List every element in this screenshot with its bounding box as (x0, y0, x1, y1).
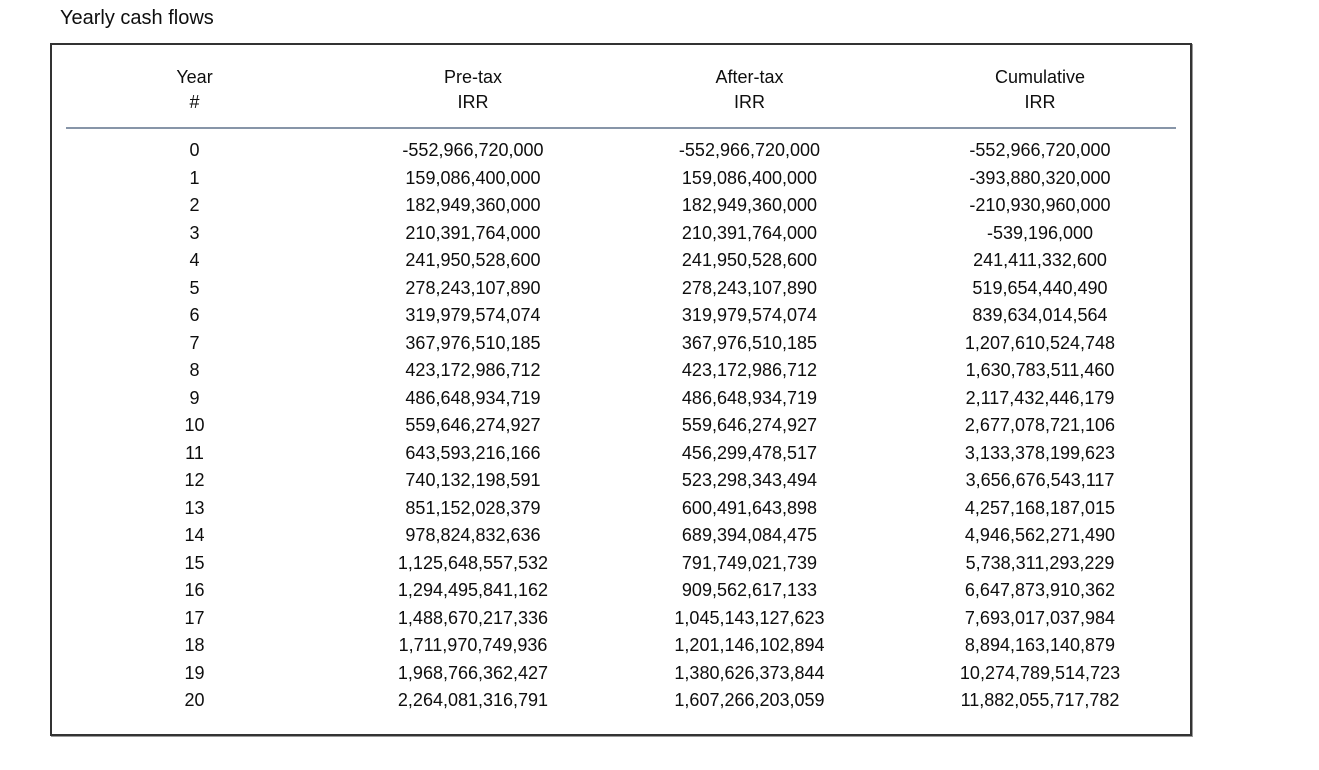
pre-tax-cell: 486,648,934,719 (405, 387, 541, 408)
cumulative-cell: 241,411,332,600 (973, 250, 1107, 270)
after-tax-cell: 1,045,143,127,623 (674, 607, 825, 628)
after-tax-cell: 1,201,146,102,894 (674, 635, 825, 655)
year-cell: 15 (184, 552, 205, 573)
column-header-pre-tax-line1: Pre-tax (443, 67, 503, 87)
cumulative-cell: 8,894,163,140,879 (964, 635, 1116, 655)
table-row (52, 495, 1190, 523)
pre-tax-cell: 241,950,528,600 (405, 250, 541, 270)
table-row (52, 412, 1190, 440)
table-row (52, 660, 1190, 688)
column-header-cumulative (890, 65, 1190, 115)
after-tax-cell: 909,562,617,133 (681, 580, 818, 600)
pre-tax-cell: 1,294,495,841,162 (397, 580, 549, 600)
cumulative-cell: 11,882,055,717,782 (960, 690, 1120, 710)
after-tax-cell: 319,979,574,074 (681, 305, 818, 325)
year-cell: 1 (189, 167, 200, 188)
after-tax-cell: -552,966,720,000 (678, 140, 821, 160)
pre-tax-cell: 182,949,360,000 (405, 195, 541, 215)
table-row (52, 632, 1190, 660)
table-row (52, 137, 1190, 165)
pre-tax-cell: 978,824,832,636 (405, 525, 541, 545)
column-header-cumulative-line2: IRR (1024, 92, 1056, 112)
table-row (52, 247, 1190, 275)
table-row (52, 275, 1190, 303)
cash-flows-table (50, 43, 1192, 736)
cumulative-cell: 3,656,676,543,117 (965, 470, 1115, 490)
table-row (52, 385, 1190, 413)
table-row (52, 302, 1190, 330)
column-header-pre-tax (337, 65, 609, 115)
pre-tax-cell: 278,243,107,890 (405, 277, 541, 298)
year-cell: 9 (189, 387, 200, 408)
table-title: Yearly cash flows (60, 7, 214, 29)
year-cell: 18 (184, 635, 205, 655)
cumulative-cell: 1,630,783,511,460 (965, 360, 1115, 380)
year-cell: 7 (189, 332, 200, 353)
table-row (52, 192, 1190, 220)
cumulative-cell: 4,257,168,187,015 (964, 497, 1116, 518)
year-cell: 13 (184, 497, 205, 518)
cumulative-cell: 2,677,078,721,106 (964, 415, 1116, 435)
table-row (52, 467, 1190, 495)
pre-tax-cell: 159,086,400,000 (405, 167, 541, 188)
cumulative-cell: 7,693,017,037,984 (964, 607, 1116, 628)
pre-tax-cell: 1,488,670,217,336 (397, 607, 549, 628)
table-row (52, 357, 1190, 385)
after-tax-cell: 159,086,400,000 (681, 167, 818, 188)
after-tax-cell: 456,299,478,517 (681, 442, 818, 463)
pre-tax-cell: 559,646,274,927 (405, 415, 541, 435)
after-tax-cell: 791,749,021,739 (681, 552, 818, 573)
cumulative-cell: 3,133,378,199,623 (964, 442, 1116, 463)
table-header-row (52, 45, 1190, 115)
cumulative-cell: 10,274,789,514,723 (959, 662, 1121, 683)
header-separator-rule (66, 127, 1176, 129)
year-cell: 14 (184, 525, 205, 545)
table-row (52, 330, 1190, 358)
cumulative-cell: 4,946,562,271,490 (964, 525, 1116, 545)
after-tax-cell: 423,172,986,712 (681, 360, 818, 380)
after-tax-cell: 367,976,510,185 (681, 332, 818, 353)
pre-tax-cell: 740,132,198,591 (405, 470, 541, 490)
pre-tax-cell: 1,711,970,749,936 (398, 635, 548, 655)
table-row (52, 522, 1190, 550)
after-tax-cell: 1,380,626,373,844 (674, 662, 825, 683)
after-tax-cell: 1,607,266,203,059 (674, 690, 825, 710)
table-row (52, 687, 1190, 715)
year-cell: 8 (189, 360, 200, 380)
year-cell: 19 (184, 662, 205, 683)
pre-tax-cell: 210,391,764,000 (405, 222, 541, 243)
column-header-year (52, 65, 337, 115)
after-tax-cell: 559,646,274,927 (681, 415, 818, 435)
after-tax-cell: 182,949,360,000 (681, 195, 818, 215)
after-tax-cell: 241,950,528,600 (681, 250, 818, 270)
after-tax-cell: 278,243,107,890 (681, 277, 818, 298)
cumulative-cell: -393,880,320,000 (969, 167, 1111, 188)
table-row (52, 165, 1190, 193)
cumulative-cell: 519,654,440,490 (972, 277, 1108, 298)
year-cell: 11 (185, 442, 204, 463)
year-cell: 2 (189, 195, 200, 215)
pre-tax-cell: 319,979,574,074 (405, 305, 541, 325)
pre-tax-cell: 367,976,510,185 (405, 332, 541, 353)
column-header-year-line1: Year (176, 67, 213, 87)
year-cell: 5 (189, 277, 200, 298)
pre-tax-cell: 1,125,648,557,532 (397, 552, 549, 573)
cumulative-cell: 1,207,610,524,748 (964, 332, 1116, 353)
column-header-after-tax-line1: After-tax (715, 67, 784, 87)
pre-tax-cell: 643,593,216,166 (405, 442, 541, 463)
year-cell: 10 (184, 415, 205, 435)
table-row (52, 577, 1190, 605)
pre-tax-cell: 2,264,081,316,791 (397, 690, 549, 710)
table-row (52, 550, 1190, 578)
after-tax-cell: 486,648,934,719 (681, 387, 818, 408)
cumulative-cell: -210,930,960,000 (969, 195, 1111, 215)
after-tax-cell: 523,298,343,494 (681, 470, 818, 490)
after-tax-cell: 600,491,643,898 (681, 497, 818, 518)
year-cell: 16 (184, 580, 205, 600)
year-cell: 0 (189, 140, 200, 160)
table-body (52, 137, 1190, 715)
cumulative-cell: 2,117,432,446,179 (965, 387, 1115, 408)
table-row (52, 605, 1190, 633)
table-row (52, 440, 1190, 468)
after-tax-cell: 210,391,764,000 (681, 222, 818, 243)
after-tax-cell: 689,394,084,475 (681, 525, 818, 545)
cumulative-cell: 839,634,014,564 (972, 305, 1108, 325)
year-cell: 17 (184, 607, 205, 628)
column-header-cumulative-line1: Cumulative (994, 67, 1086, 87)
pre-tax-cell: -552,966,720,000 (402, 140, 544, 160)
column-header-pre-tax-line2: IRR (457, 92, 489, 112)
table-row (52, 220, 1190, 248)
column-header-after-tax (609, 65, 890, 115)
cumulative-cell: 6,647,873,910,362 (964, 580, 1116, 600)
cumulative-cell: 5,738,311,293,229 (965, 552, 1115, 573)
pre-tax-cell: 851,152,028,379 (405, 497, 541, 518)
cumulative-cell: -552,966,720,000 (969, 140, 1111, 160)
column-header-year-line2: # (189, 92, 200, 112)
cumulative-cell: -539,196,000 (986, 222, 1094, 243)
column-header-after-tax-line2: IRR (734, 92, 765, 112)
pre-tax-cell: 1,968,766,362,427 (397, 662, 549, 683)
pre-tax-cell: 423,172,986,712 (405, 360, 541, 380)
year-cell: 4 (189, 250, 200, 270)
year-cell: 20 (184, 690, 205, 710)
year-cell: 3 (189, 222, 200, 243)
year-cell: 12 (184, 470, 205, 490)
year-cell: 6 (189, 305, 200, 325)
